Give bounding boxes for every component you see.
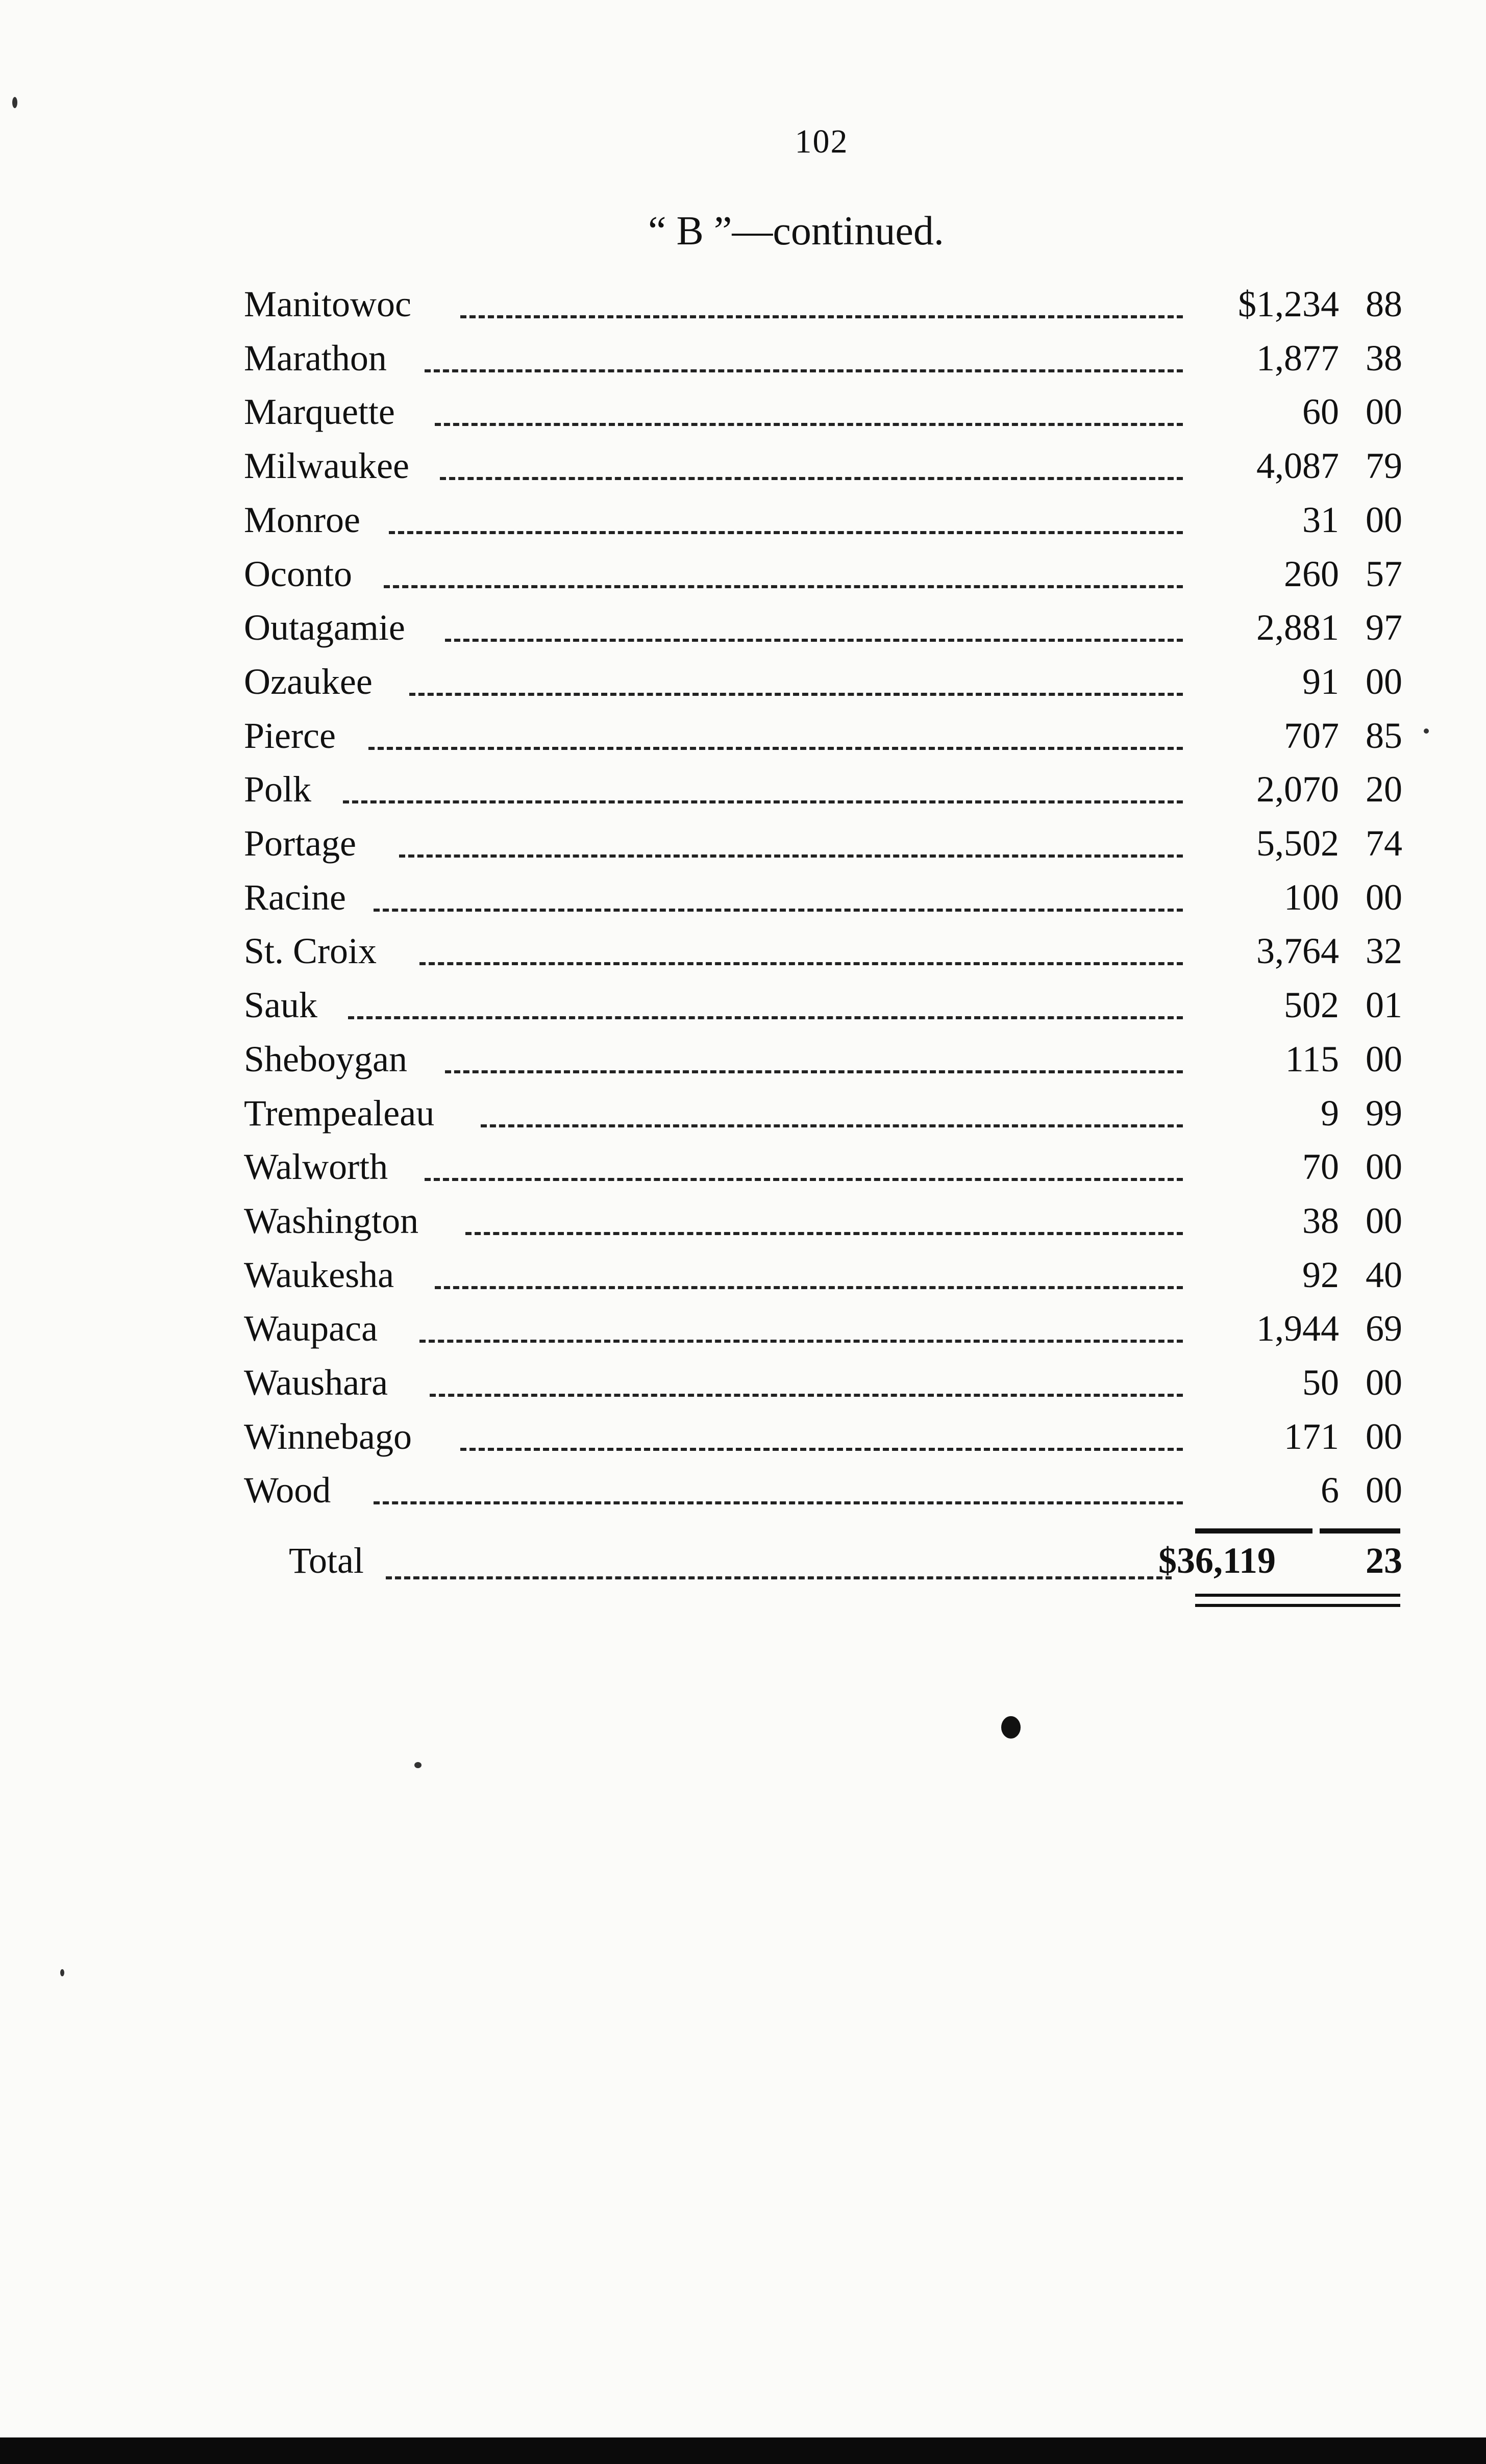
amount-dollars: 92: [1302, 1254, 1339, 1295]
dot-leader: [445, 639, 1183, 642]
county-name: Monroe: [244, 499, 360, 540]
dot-leader: [368, 747, 1183, 750]
amount-cents: 32: [1366, 931, 1402, 972]
amount-cents: 99: [1366, 1092, 1402, 1134]
dot-leader: [460, 1448, 1183, 1451]
dot-leader: [384, 585, 1183, 588]
table-row: [244, 599, 1402, 653]
amount-dollars: 50: [1302, 1362, 1339, 1403]
dot-leader: [374, 909, 1183, 912]
total-double-rule-lower: [1195, 1604, 1400, 1607]
amount-cents: 79: [1366, 445, 1402, 487]
amount-dollars: 6: [1321, 1470, 1339, 1511]
dot-leader: [419, 962, 1183, 965]
amount-dollars: 31: [1302, 499, 1339, 540]
speck-right: [1424, 728, 1429, 734]
total-double-rule-upper: [1195, 1594, 1400, 1597]
amount-dollars: $1,234: [1238, 284, 1339, 324]
total-dollars: $36,119: [1158, 1540, 1276, 1581]
amount-cents: 97: [1366, 607, 1402, 648]
table-row: [244, 976, 1402, 1030]
ink-dot: [1001, 1716, 1021, 1739]
dot-leader: [374, 1501, 1183, 1504]
total-top-rule-cents: [1320, 1528, 1400, 1533]
scan-bottom-edge: [0, 2437, 1486, 2464]
dot-leader: [419, 1340, 1183, 1343]
amount-dollars: 707: [1284, 715, 1339, 756]
county-name: Racine: [244, 876, 346, 918]
county-name: Waushara: [244, 1362, 388, 1403]
table-row: [244, 869, 1402, 923]
amount-dollars: 91: [1302, 661, 1339, 702]
county-name: Manitowoc: [244, 284, 411, 324]
dot-leader: [425, 369, 1183, 372]
amount-cents: 00: [1366, 1416, 1402, 1457]
dot-leader: [445, 1070, 1183, 1073]
dot-leader: [399, 854, 1183, 858]
amount-cents: 20: [1366, 769, 1402, 810]
county-name: Sauk: [244, 985, 317, 1026]
amount-cents: 00: [1366, 1362, 1402, 1403]
amount-dollars: 60: [1302, 391, 1339, 433]
amount-dollars: 3,764: [1256, 931, 1339, 972]
county-name: Marquette: [244, 391, 395, 433]
dot-leader: [425, 1178, 1183, 1181]
total-label: Total: [289, 1540, 364, 1581]
speck-mid: [414, 1762, 422, 1768]
amount-cents: 00: [1366, 1200, 1402, 1241]
amount-cents: 57: [1366, 553, 1402, 594]
amount-dollars: 4,087: [1256, 445, 1339, 487]
county-name: Waupaca: [244, 1308, 378, 1349]
dot-leader: [435, 423, 1183, 426]
amount-cents: 00: [1366, 1146, 1402, 1188]
dot-leader: [460, 315, 1183, 318]
county-name: Outagamie: [244, 607, 405, 648]
amount-dollars: 1,877: [1256, 337, 1339, 379]
amount-cents: 38: [1366, 337, 1402, 379]
dot-leader: [343, 800, 1183, 803]
amount-cents: 88: [1366, 284, 1402, 324]
table-row: [244, 275, 1402, 330]
total-top-rule-dollars: [1195, 1528, 1312, 1533]
table-row: [244, 1462, 1402, 1516]
amount-dollars: 70: [1302, 1146, 1339, 1188]
amount-cents: 00: [1366, 876, 1402, 918]
table-row: [244, 1138, 1402, 1192]
total-leader-dots: [386, 1576, 1172, 1579]
speck-left: [60, 1969, 64, 1976]
table-row: [244, 707, 1402, 761]
dot-leader: [389, 531, 1183, 534]
dot-leader: [481, 1124, 1183, 1127]
amount-dollars: 38: [1302, 1200, 1339, 1241]
table-row: [244, 491, 1402, 545]
amount-dollars: 2,070: [1256, 769, 1339, 810]
county-name: Sheboygan: [244, 1038, 407, 1079]
amount-cents: 00: [1366, 1038, 1402, 1079]
page-heading: “ B ”—continued.: [648, 209, 944, 254]
table-row: [244, 1246, 1402, 1300]
table-row: [244, 1085, 1402, 1139]
table-row: [244, 761, 1402, 815]
amount-dollars: 115: [1285, 1038, 1339, 1079]
total-cents: 23: [1366, 1540, 1402, 1581]
table-row: [244, 653, 1402, 707]
county-name: Winnebago: [244, 1416, 412, 1457]
table-row: [244, 1354, 1402, 1408]
amount-cents: 40: [1366, 1254, 1402, 1295]
amount-cents: 00: [1366, 661, 1402, 702]
county-name: Oconto: [244, 553, 352, 594]
amount-dollars: 1,944: [1256, 1308, 1339, 1349]
dot-leader: [430, 1394, 1183, 1397]
table-row: [244, 383, 1402, 437]
table-row: [244, 437, 1402, 491]
amount-dollars: 2,881: [1256, 607, 1339, 648]
amount-dollars: 100: [1284, 876, 1339, 918]
amount-cents: 00: [1366, 391, 1402, 433]
table-row: [244, 1030, 1402, 1085]
amount-cents: 00: [1366, 499, 1402, 540]
county-name: St. Croix: [244, 931, 377, 972]
county-name: Washington: [244, 1200, 419, 1241]
amount-cents: 74: [1366, 823, 1402, 864]
amount-dollars: 5,502: [1256, 823, 1339, 864]
amount-dollars: 260: [1284, 553, 1339, 594]
county-name: Milwaukee: [244, 445, 409, 487]
amount-dollars: 171: [1284, 1416, 1339, 1457]
table-row: [244, 922, 1402, 976]
amount-dollars: 9: [1321, 1092, 1339, 1134]
table-row: [244, 815, 1402, 869]
amount-cents: 00: [1366, 1470, 1402, 1511]
dot-leader: [440, 477, 1183, 480]
county-name: Polk: [244, 769, 312, 810]
table-row: [244, 1300, 1402, 1354]
county-name: Marathon: [244, 337, 387, 379]
table-row: [244, 1408, 1402, 1462]
county-name: Ozaukee: [244, 661, 373, 702]
county-name: Wood: [244, 1470, 331, 1511]
speck-top-left: [12, 97, 17, 108]
dot-leader: [348, 1016, 1183, 1019]
amount-cents: 69: [1366, 1308, 1402, 1349]
county-name: Portage: [244, 823, 356, 864]
page-number: 102: [795, 123, 849, 160]
county-name: Waukesha: [244, 1254, 394, 1295]
dot-leader: [435, 1286, 1183, 1289]
county-name: Walworth: [244, 1146, 388, 1188]
dot-leader: [409, 693, 1183, 696]
county-name: Trempealeau: [244, 1092, 435, 1134]
table-row: [244, 1192, 1402, 1246]
amount-cents: 85: [1366, 715, 1402, 756]
amount-dollars: 502: [1284, 985, 1339, 1026]
table-row: [244, 330, 1402, 384]
county-name: Pierce: [244, 715, 336, 756]
amount-cents: 01: [1366, 985, 1402, 1026]
table-row: [244, 545, 1402, 599]
dot-leader: [465, 1232, 1183, 1235]
